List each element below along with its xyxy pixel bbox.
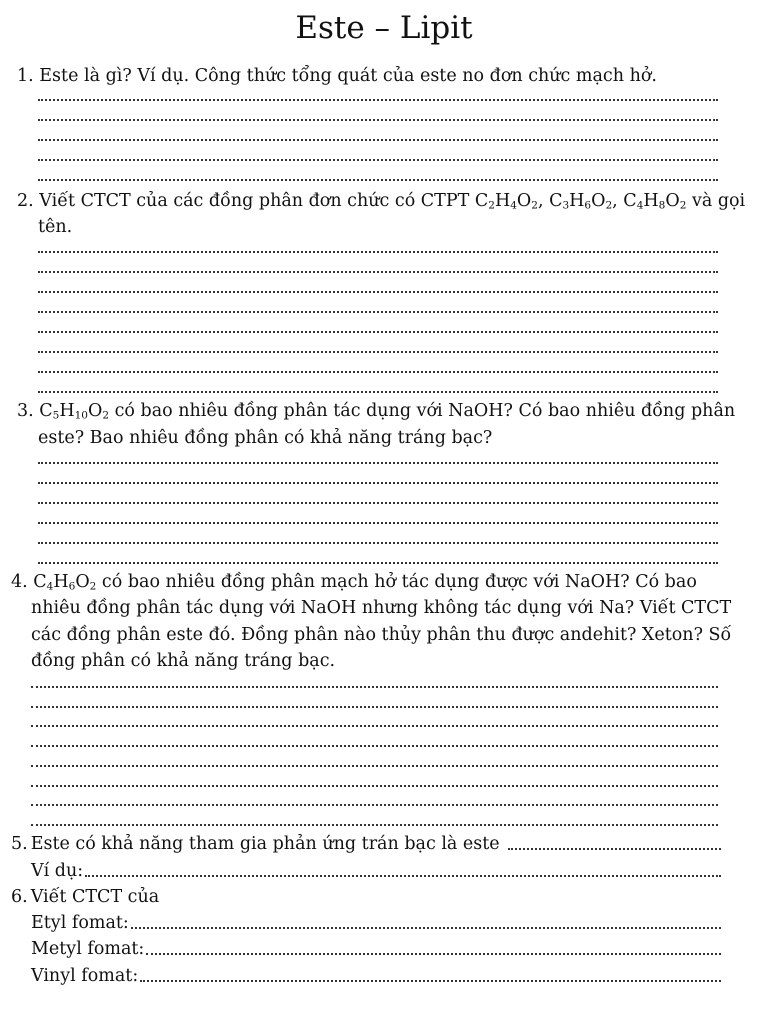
- answer-line[interactable]: [31, 822, 718, 826]
- question-4-number: 4.: [11, 572, 28, 592]
- question-5-answer-line[interactable]: [508, 846, 721, 850]
- question-6-number: 6.: [11, 887, 28, 907]
- answer-line[interactable]: [38, 520, 718, 524]
- answer-line[interactable]: [38, 329, 718, 333]
- question-2-number: 2.: [17, 191, 34, 211]
- metyl-fomat-answer-line[interactable]: [146, 951, 721, 955]
- vinyl-fomat-field: [31, 964, 721, 988]
- page-title: Este – Lipit: [295, 10, 473, 46]
- answer-line[interactable]: [38, 369, 718, 373]
- answer-line[interactable]: [31, 723, 718, 727]
- question-3: [17, 398, 735, 424]
- question-6: [11, 884, 159, 910]
- answer-line[interactable]: [31, 763, 718, 767]
- question-3-text: $C_5H_{10}O_2$ có bao nhiêu đồng phân tác dụng với NaOH? Có bao nhiêu đồng phân: [39, 401, 736, 422]
- question-3-continued: este? Bao nhiêu đồng phân có khả năng tráng bạc?: [38, 428, 493, 448]
- answer-line[interactable]: [38, 480, 718, 484]
- answer-line[interactable]: [31, 802, 718, 806]
- example-answer-line[interactable]: [85, 873, 721, 877]
- question-1: [17, 63, 657, 89]
- etyl-fomat-field: [31, 911, 721, 935]
- question-4-line-2: nhiêu đồng phân tác dụng với NaOH nhưng không tác dụng với Na? Viết CTCT: [31, 598, 732, 618]
- answer-line[interactable]: [38, 97, 718, 101]
- answer-line[interactable]: [31, 684, 718, 688]
- question-5-text: Este có khả năng tham gia phản ứng trán bạc là este: [30, 834, 500, 854]
- answer-line[interactable]: [38, 460, 718, 464]
- question-5-number: 5.: [11, 834, 28, 854]
- question-4-line-3: các đồng phân este đó. Đồng phân nào thủy phân thu được andehit? Xeton? Số: [31, 625, 732, 645]
- etyl-fomat-answer-line[interactable]: [131, 925, 721, 929]
- answer-line[interactable]: [38, 249, 718, 253]
- answer-line[interactable]: [38, 389, 718, 393]
- answer-line[interactable]: [38, 177, 718, 181]
- question-4: [11, 569, 697, 595]
- question-5: [11, 832, 721, 856]
- question-2-text: Viết CTCT của các đồng phân đơn chức có CTPT $C_2H_4O_2$, $C_3H_6O_2$, $C_4H_8O_2$ và gọi: [39, 191, 746, 212]
- question-6-text: Viết CTCT của: [30, 887, 160, 907]
- question-1-text: Este là gì? Ví dụ. Công thức tổng quát của este no đơn chức mạch hở.: [39, 66, 657, 86]
- answer-line[interactable]: [38, 269, 718, 273]
- question-3-number: 3.: [17, 401, 34, 421]
- metyl-fomat-field: [31, 937, 721, 961]
- question-2: [17, 188, 745, 214]
- answer-line[interactable]: [31, 783, 718, 787]
- answer-line[interactable]: [38, 540, 718, 544]
- answer-line[interactable]: [38, 117, 718, 121]
- answer-line[interactable]: [31, 704, 718, 708]
- question-1-number: 1.: [17, 66, 34, 86]
- question-2-continued: tên.: [38, 217, 73, 237]
- vinyl-fomat-answer-line[interactable]: [140, 978, 721, 982]
- vinyl-fomat-label: Vinyl fomat:: [31, 966, 139, 986]
- answer-line[interactable]: [38, 137, 718, 141]
- answer-line[interactable]: [38, 560, 718, 564]
- answer-line[interactable]: [38, 289, 718, 293]
- example-label: Ví dụ:: [31, 861, 84, 881]
- answer-line[interactable]: [31, 743, 718, 747]
- answer-line[interactable]: [38, 349, 718, 353]
- metyl-fomat-label: Metyl fomat:: [31, 939, 145, 959]
- question-4-line-4: đồng phân có khả năng tráng bạc.: [31, 651, 336, 671]
- answer-line[interactable]: [38, 157, 718, 161]
- question-4-text: $C_4H_6O_2$ có bao nhiêu đồng phân mạch hở tác dụng được với NaOH? Có bao: [33, 572, 697, 593]
- question-5-example: [31, 859, 721, 883]
- answer-line[interactable]: [38, 309, 718, 313]
- answer-line[interactable]: [38, 500, 718, 504]
- etyl-fomat-label: Etyl fomat:: [31, 913, 129, 933]
